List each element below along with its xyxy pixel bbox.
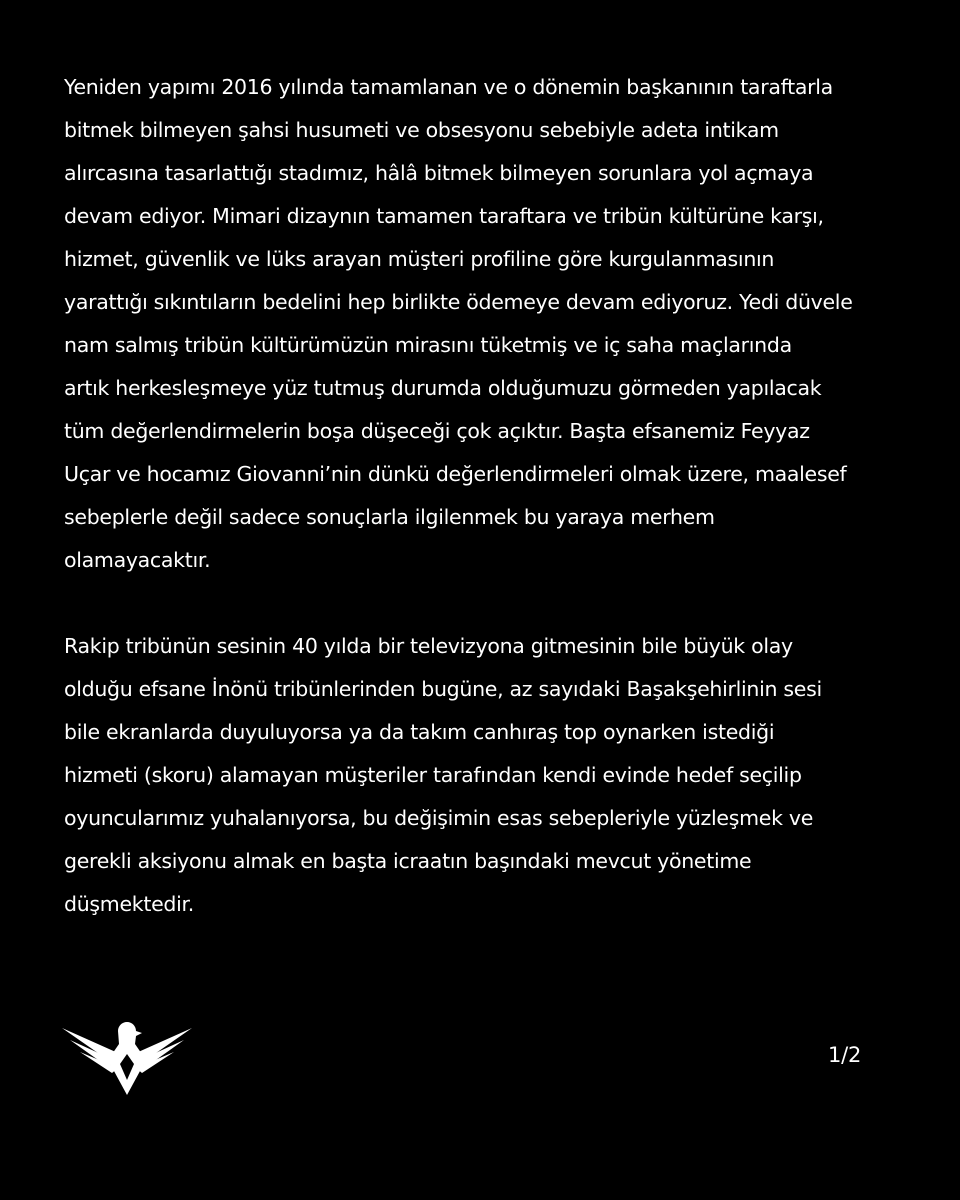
paragraph-spacer: [64, 582, 904, 625]
paragraph-2-line: oyuncularımız yuhalanıyorsa, bu değişimin esas sebepleriyle yüzleşmek ve: [64, 806, 814, 830]
page-indicator: 1/2: [828, 1043, 862, 1067]
paragraph-1-line: yarattığı sıkıntıların bedelini hep birlikte ödemeye devam ediyoruz. Yedi düvele: [64, 290, 853, 314]
paragraph-2-line: olduğu efsane İnönü tribünlerinden bugüne, az sayıdaki Başakşehirlinin sesi: [64, 677, 822, 701]
paragraph-1-line: artık herkesleşmeye yüz tutmuş durumda olduğumuzu görmeden yapılacak: [64, 376, 822, 400]
paragraph-1-line: devam ediyor. Mimari dizaynın tamamen taraftara ve tribün kültürüne karşı,: [64, 204, 824, 228]
eagle-logo-icon: [62, 1020, 192, 1096]
paragraph-1-line: olamayacaktır.: [64, 548, 211, 572]
paragraph-2: [64, 625, 904, 926]
paragraph-1-line: bitmek bilmeyen şahsi husumeti ve obsesyonu sebebiyle adeta intikam: [64, 118, 779, 142]
paragraph-2-line: Rakip tribünün sesinin 40 yılda bir televizyona gitmesinin bile büyük olay: [64, 634, 793, 658]
statement-body: [64, 66, 904, 926]
paragraph-1-line: hizmet, güvenlik ve lüks arayan müşteri profiline göre kurgulanmasının: [64, 247, 775, 271]
paragraph-2-line: hizmeti (skoru) alamayan müşteriler tarafından kendi evinde hedef seçilip: [64, 763, 802, 787]
paragraph-1-line: alırcasına tasarlattığı stadımız, hâlâ bitmek bilmeyen sorunlara yol açmaya: [64, 161, 814, 185]
paragraph-1-line: sebeplerle değil sadece sonuçlarla ilgilenmek bu yaraya merhem: [64, 505, 715, 529]
paragraph-1-line: Yeniden yapımı 2016 yılında tamamlanan ve o dönemin başkanının taraftarla: [64, 75, 833, 99]
paragraph-2-line: bile ekranlarda duyuluyorsa ya da takım canhıraş top oynarken istediği: [64, 720, 775, 744]
paragraph-2-line: düşmektedir.: [64, 892, 194, 916]
paragraph-1-line: nam salmış tribün kültürümüzün mirasını tüketmiş ve iç saha maçlarında: [64, 333, 792, 357]
paragraph-2-line: gerekli aksiyonu almak en başta icraatın başındaki mevcut yönetime: [64, 849, 752, 873]
paragraph-1-line: tüm değerlendirmelerin boşa düşeceği çok açıktır. Başta efsanemiz Feyyaz: [64, 419, 810, 443]
paragraph-1-line: Uçar ve hocamız Giovanni’nin dünkü değerlendirmeleri olmak üzere, maalesef: [64, 462, 847, 486]
paragraph-1: [64, 66, 904, 582]
